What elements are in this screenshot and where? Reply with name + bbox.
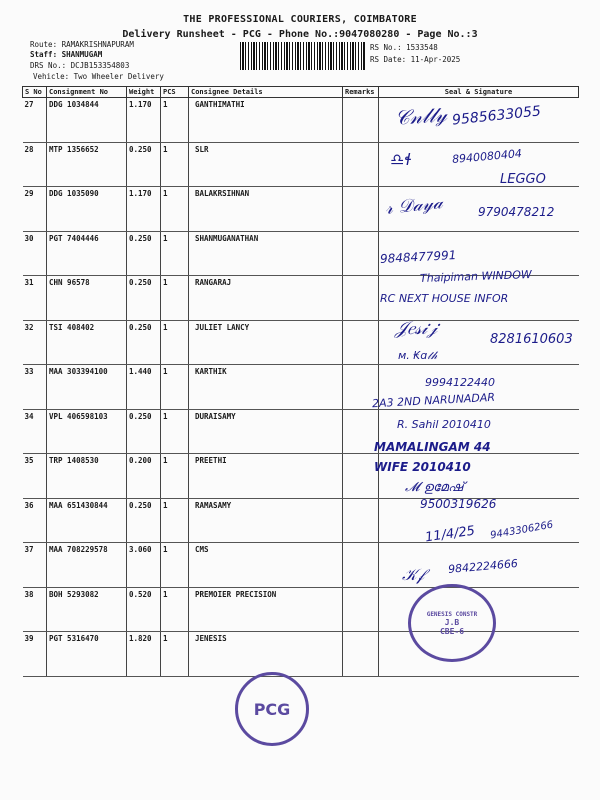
handwriting-38a: 11/4/25 — [424, 523, 476, 546]
row-consignee: PREETHI — [189, 454, 343, 499]
signature-28: ♎ɬ — [390, 150, 413, 169]
runsheet-subtitle: Delivery Runsheet - PCG - Phone No.:9047080280 - Page No.:3 — [122, 29, 478, 40]
row-remarks — [343, 276, 379, 321]
row-consignee: SLR — [189, 142, 343, 187]
drs-line — [30, 61, 129, 71]
row-remarks — [343, 587, 379, 632]
handwriting-38b: 9443306266 — [489, 519, 555, 542]
signature-29: 𝓇 𝒟𝒶𝓎𝒶 — [384, 192, 444, 219]
row-pcs: 1 — [161, 409, 189, 454]
row-consignee: SHANMUGANATHAN — [189, 231, 343, 276]
row-weight: 0.250 — [127, 231, 161, 276]
row-consignment-no: MTP 1356652 — [47, 142, 127, 187]
row-sno: 35 — [23, 454, 47, 499]
row-sno: 27 — [23, 98, 47, 143]
row-remarks — [343, 543, 379, 588]
col-weight: Weight — [127, 87, 161, 98]
signature-27: 𝒞𝓃𝓁𝓁𝓎 — [394, 102, 448, 130]
pcg-stamp — [235, 672, 309, 746]
row-sno: 36 — [23, 498, 47, 543]
genesis-stamp-top: GENESIS CONSTR — [426, 610, 478, 618]
handwriting-34b: 2A3 2ND NARUNADAR — [371, 390, 496, 411]
handwriting-36a: MAMALINGAM 44 — [374, 440, 491, 454]
row-sno: 32 — [23, 320, 47, 365]
barcode — [240, 42, 365, 70]
drs-label: DRS No.: — [30, 61, 67, 70]
row-sno: 34 — [23, 409, 47, 454]
row-sno: 29 — [23, 187, 47, 232]
row-weight: 1.440 — [127, 365, 161, 410]
row-consignment-no: PGT 7404446 — [47, 231, 127, 276]
row-pcs: 1 — [161, 587, 189, 632]
handwriting-39: 9842224666 — [447, 556, 519, 577]
row-sno: 30 — [23, 231, 47, 276]
drs-value: DCJB153354803 — [70, 61, 130, 70]
row-remarks — [343, 231, 379, 276]
row-remarks — [343, 187, 379, 232]
company-title: THE PROFESSIONAL COURIERS, COIMBATORE — [183, 14, 417, 25]
row-sno: 38 — [23, 587, 47, 632]
row-pcs: 1 — [161, 276, 189, 321]
row-weight: 1.170 — [127, 187, 161, 232]
handwriting-31a: 9848477991 — [379, 248, 457, 266]
row-sno: 39 — [23, 632, 47, 677]
row-consignee: PREMOIER PRECISION — [189, 587, 343, 632]
row-consignment-no: TSI 408402 — [47, 320, 127, 365]
row-remarks — [343, 142, 379, 187]
route-label: Route: — [30, 40, 58, 49]
handwriting-32b: 8281610603 — [490, 332, 573, 347]
rs-no-line — [370, 43, 438, 53]
handwriting-28b: LEGGO — [500, 172, 546, 187]
row-weight: 0.250 — [127, 498, 161, 543]
row-weight: 3.060 — [127, 543, 161, 588]
row-weight: 1.170 — [127, 98, 161, 143]
row-weight: 0.250 — [127, 409, 161, 454]
row-sno: 37 — [23, 543, 47, 588]
rs-no-label: RS No.: — [370, 43, 402, 52]
row-sno: 31 — [23, 276, 47, 321]
col-signature: Seal & Signature — [379, 87, 579, 98]
runsheet-table — [22, 86, 579, 677]
signature-37: 𝓜 ഉമേഷ് — [405, 480, 464, 495]
col-sno: S No — [23, 87, 47, 98]
table-header — [23, 87, 579, 98]
row-consignee: JULIET LANCY — [189, 320, 343, 365]
rs-date-label: RS Date: — [370, 55, 407, 64]
row-pcs: 1 — [161, 320, 189, 365]
row-pcs: 1 — [161, 498, 189, 543]
genesis-stamp-mid: J.B — [444, 617, 460, 627]
table-row — [23, 454, 579, 499]
table-row — [23, 632, 579, 677]
row-consignee: RAMASAMY — [189, 498, 343, 543]
handwriting-31b: Thaipiman WINDOW — [419, 268, 533, 285]
row-consignment-no: BOH 5293082 — [47, 587, 127, 632]
row-weight: 0.250 — [127, 142, 161, 187]
row-consignment-no: MAA 651430844 — [47, 498, 127, 543]
row-consignment-no: PGT 5316470 — [47, 632, 127, 677]
route-value: RAMAKRISHNAPURAM — [61, 40, 134, 49]
vehicle-label: Vehicle: — [33, 72, 70, 81]
signature-39: 𝒦𝒻 — [402, 565, 425, 584]
row-weight: 0.200 — [127, 454, 161, 499]
table-row — [23, 409, 579, 454]
row-consignee: GANTHIMATHI — [189, 98, 343, 143]
handwriting-29: 9790478212 — [478, 205, 555, 219]
handwriting-37: 9500319626 — [420, 497, 497, 511]
row-weight: 0.250 — [127, 320, 161, 365]
handwriting-28: 8940080404 — [451, 146, 523, 167]
row-weight: 0.250 — [127, 276, 161, 321]
row-consignee: BALAKRSIHNAN — [189, 187, 343, 232]
row-pcs: 1 — [161, 231, 189, 276]
genesis-stamp — [408, 584, 496, 662]
row-weight: 1.820 — [127, 632, 161, 677]
rs-date-line — [370, 55, 460, 65]
vehicle-line — [33, 72, 164, 82]
row-pcs: 1 — [161, 543, 189, 588]
row-sno: 33 — [23, 365, 47, 410]
row-consignee: KARTHIK — [189, 365, 343, 410]
row-consignee: RANGARAJ — [189, 276, 343, 321]
row-consignee: DURAISAMY — [189, 409, 343, 454]
staff-label: Staff: — [30, 50, 58, 59]
handwriting-34a: 9994122440 — [425, 376, 495, 389]
signature-32: 𝒥𝑒𝓈𝒾𝒿 — [395, 318, 438, 339]
genesis-stamp-bot: CBE-6 — [439, 626, 465, 636]
row-consignee: JENESIS — [189, 632, 343, 677]
rs-no-value: 1533548 — [406, 43, 438, 52]
row-pcs: 1 — [161, 365, 189, 410]
handwriting-32a: RC NEXT HOUSE INFOR — [380, 292, 509, 305]
row-pcs: 1 — [161, 454, 189, 499]
row-consignment-no: MAA 708229578 — [47, 543, 127, 588]
row-sno: 28 — [23, 142, 47, 187]
route-line — [30, 40, 134, 50]
handwriting-27: 9585633055 — [451, 103, 542, 129]
staff-line — [30, 50, 102, 60]
staff-value: SHANMUGAM — [61, 50, 103, 59]
row-consignment-no: MAA 303394100 — [47, 365, 127, 410]
row-pcs: 1 — [161, 98, 189, 143]
row-remarks — [343, 498, 379, 543]
row-remarks — [343, 98, 379, 143]
col-consignee: Consignee Details — [189, 87, 343, 98]
pcg-stamp-text: PCG — [253, 699, 291, 719]
row-pcs: 1 — [161, 187, 189, 232]
col-remarks: Remarks — [343, 87, 379, 98]
col-consignment: Consignment No — [47, 87, 127, 98]
row-remarks — [343, 632, 379, 677]
row-consignment-no: CHN 96578 — [47, 276, 127, 321]
row-weight: 0.520 — [127, 587, 161, 632]
handwriting-36b: WIFE 2010410 — [374, 460, 471, 474]
row-pcs: 1 — [161, 632, 189, 677]
row-consignment-no: TRP 1408530 — [47, 454, 127, 499]
row-consignee: CMS — [189, 543, 343, 588]
row-consignment-no: DDG 1035090 — [47, 187, 127, 232]
vehicle-value: Two Wheeler Delivery — [73, 72, 164, 81]
row-consignment-no: VPL 406598103 — [47, 409, 127, 454]
row-consignment-no: DDG 1034844 — [47, 98, 127, 143]
signature-33: ᴍ. ₭ɑ𝓉𝒽 — [398, 349, 438, 362]
handwriting-35: R. Sahil 2010410 — [397, 418, 491, 431]
rs-date-value: 11-Apr-2025 — [410, 55, 461, 64]
col-pcs: PCS — [161, 87, 189, 98]
row-pcs: 1 — [161, 142, 189, 187]
row-remarks — [343, 320, 379, 365]
